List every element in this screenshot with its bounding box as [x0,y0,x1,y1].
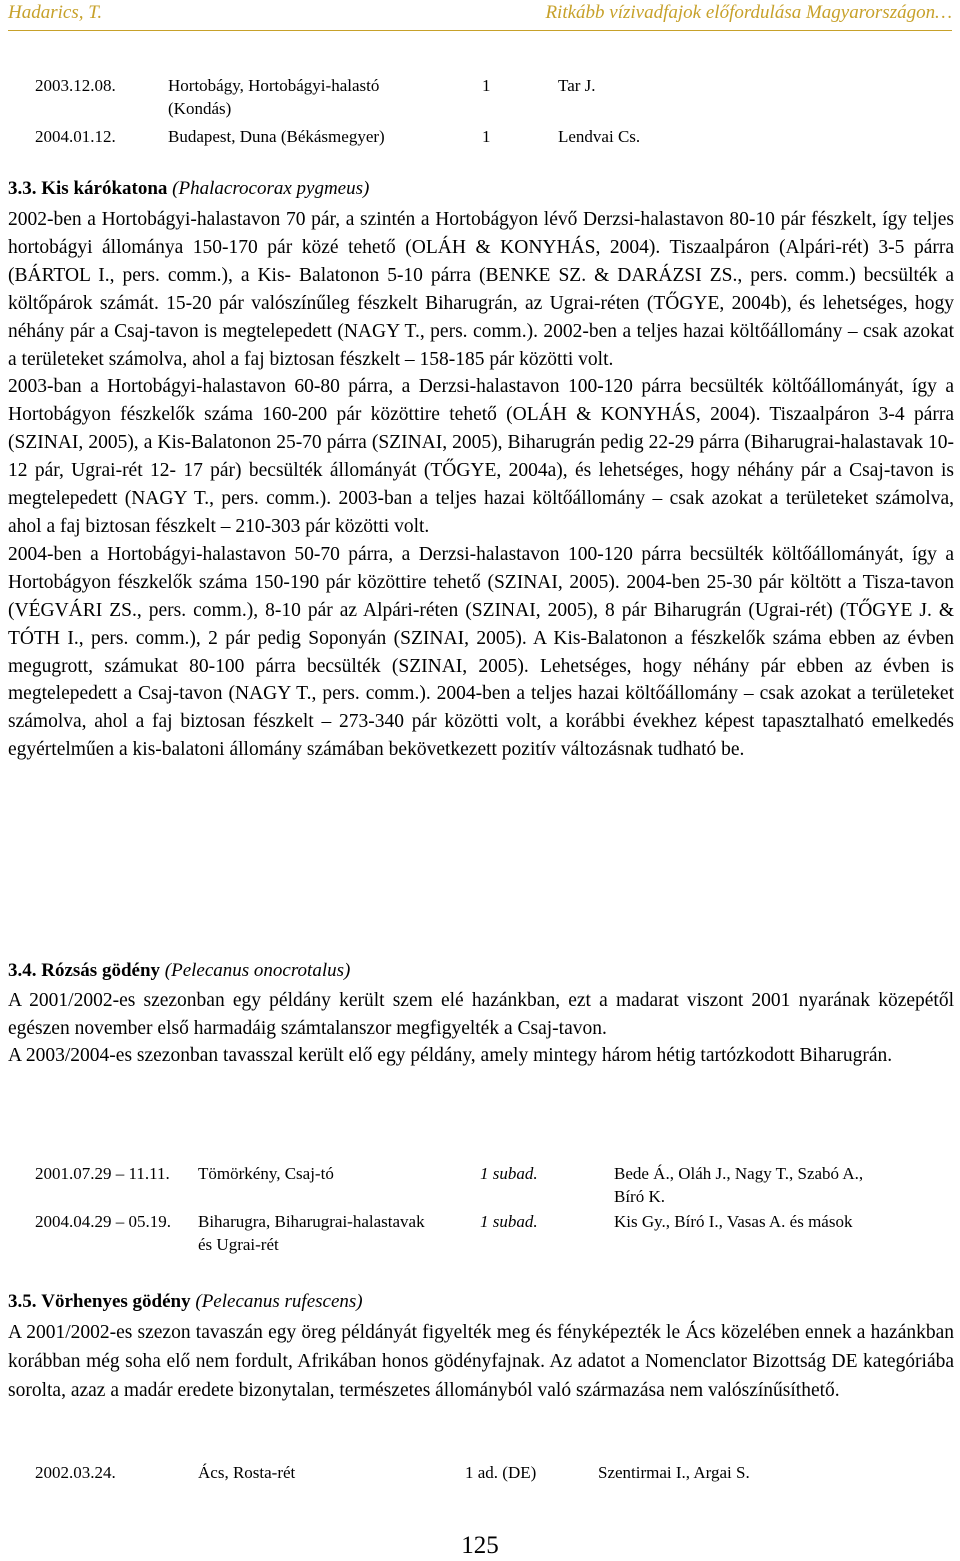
record-count: 1 [482,127,491,146]
text-line: közötti volt, a korábbi évekhez képest tapasztalható emelkedés egyértelműen a kis-balatoni [8,711,955,761]
record-observer: Tar J. [558,76,596,95]
record-place: Tömörkény, Csaj-tó [198,1164,334,1183]
section-heading-3-3 [8,177,369,201]
section-heading-3-5 [8,1290,363,1314]
record-place: Hortobágy, Hortobágyi-halastó [168,76,380,95]
section-number: 3.4. [8,960,37,981]
record-observer: Lendvai Cs. [558,127,641,146]
section-3-3-body [8,206,954,764]
running-header [8,2,952,31]
record-place-cont: és Ugrai-rét [198,1235,279,1254]
text-line: 80-10 pár fészkelt, így teljes hortobágyi állománya 150-170 pár közé tehető (OLÁH & [8,209,954,258]
text-line: A 2003/2004-es szezonban tavasszal került elő egy példány, amely mintegy három hétig [8,1045,696,1066]
text-line: 17 pár) becsülték állományát (TŐGYE, 2004a), és lehetséges, hogy néhány pár a Csaj-tavon is [183,460,954,482]
text-line: gödényfajnak. Az adatot a Nomenclator Bizottság DE kategóriába sorolta, azaz a madár [8,1351,955,1401]
species-name: Vörhenyes gödény [41,1291,191,1312]
record-observer: Szentirmai I., Argai S. [598,1463,750,1482]
paragraph [8,1318,954,1405]
record-count: 1 subad. [480,1164,538,1183]
text-line: tartózkodott Biharugrán. [700,1045,893,1066]
text-line: költőállományát, így a Hortobágyon fészkelők száma 160-200 pár közöttire tehető (OLÁH & [8,376,955,426]
text-line: 2004-ben a Hortobágyi-halastavon 50-70 párra, a Derzsi-halastavon 100-120 párra becsülték [8,543,764,565]
record-observer-cont: Bíró K. [614,1187,665,1206]
text-line: számát. 15-20 pár valószínűleg fészkelt Biharugrán, az Ugrai-réten (TŐGYE, 2004b), és [99,292,816,314]
text-line: Csaj-tavon. [517,1017,607,1039]
text-line: (SZINAI, 2005), Biharugrán pedig 22-29 párra (Biharugrai-halastavak 10-12 pár, Ugrai-rét 12- [8,432,955,482]
text-line: lehetséges, hogy néhány pár a Csaj-tavon is megtelepedett (NAGY T., pers. comm.). 2002-ben [8,292,955,342]
record-date: 2002.03.24. [35,1463,116,1482]
header-title: Ritkább vízivadfajok előfordulása Magyarországon… [545,2,952,23]
species-name: Kis kárókatona [41,178,168,199]
text-line: ebben az évben is megtelepedett a Csaj-tavon (NAGY T., pers. comm.). 2004-ben a teljes hazai [8,655,955,705]
text-line: 2005). 2004-ben 25-30 pár költött a Tisza-tavon (VÉGVÁRI ZS., pers. comm.), 8-10 pár az [8,571,954,621]
record-date: 2001.07.29 – 11.11. [35,1164,170,1183]
text-line: KONYHÁS, 2004). Tiszaalpáron (Alpári-rét) 3-5 párra (BÁRTOL I., pers. comm.), a Kis- [8,236,955,286]
text-line: megtelepedett (NAGY T., pers. comm.). 2003-ban a teljes hazai költőállomány – csak azokat a [8,488,779,510]
text-line: 2001 nyarának közepétől egészen november első harmadáig számtalanszor megfigyelték a [8,990,954,1039]
record-observer: Kis Gy., Bíró I., Vasas A. és mások [614,1212,853,1231]
text-line: Alpári-réten (SZINAI, 2005), 8 pár Biharugrán (Ugrai-rét) (TŐGYE J. & TÓTH I., pers. comm.), [8,599,954,649]
record-date: 2004.04.29 – 05.19. [35,1212,171,1231]
record-date: 2004.01.12. [35,127,116,146]
paragraph [8,1042,954,1070]
text-line: KONYHÁS, 2004). Tiszaalpáron 3-4 párra (SZINAI, 2005), a Kis-Balatonon 25-70 párra [8,404,955,454]
text-line: 2 pár pedig Soponyán (SZINAI, 2005). A Kis-Balatonon a fészkelők száma ebben az évben [208,627,954,649]
text-line: Balatonon 5-10 párra (BENKE SZ. & DARÁZSI ZS., pers. comm.) becsülték a költőpárok [8,264,954,314]
text-line: költőállományát, így a Hortobágyon fészkelők száma 150-190 pár közöttire tehető (SZINAI, [8,543,955,593]
record-count: 1 subad. [480,1212,538,1231]
text-line: 2003-ban a Hortobágyi-halastavon 60-80 párra, a Derzsi-halastavon 100-120 párra becsülték [8,376,764,398]
section-3-5-body [8,1318,954,1405]
record-count: 1 ad. (DE) [465,1463,537,1482]
text-line: költőállomány – csak azokat a területeket számolva, ahol a faj biztosan fészkelt – 273-340 pár [8,683,955,733]
text-line: A 2001/2002-es szezon tavaszán egy öreg példányát figyelték meg és fényképezték le Ács [8,1322,716,1343]
page-number: 125 [461,1532,499,1559]
section-heading-3-4 [8,959,350,983]
header-author: Hadarics, T. [8,2,103,23]
text-line: a teljes hazai költőállomány – csak azokat a területeket számolva, ahol a faj biztosan fészkelt [8,320,954,370]
species-latin: (Pelecanus rufescens) [195,1291,363,1312]
paragraph [8,206,954,373]
record-place: Ács, Rosta-rét [198,1463,296,1482]
text-line: 2002-ben a Hortobágyi-halastavon 70 pár, a szintén a Hortobágyon lévő Derzsi-halastavon [8,209,724,230]
text-line: A 2001/2002-es szezonban egy példány került szem elé hazánkban, ezt a madarat viszont [8,990,744,1011]
text-line: megugrott, számukat 80-100 párra becsülték (SZINAI, 2005). Lehetséges, hogy néhány pár [8,655,786,677]
record-date: 2003.12.08. [35,76,116,95]
section-number: 3.5. [8,1291,37,1312]
record-place: Biharugra, Biharugrai-halastavak [198,1212,425,1231]
paragraph [8,541,954,764]
text-line: területeket számolva, ahol a faj biztosan fészkelt – 210-303 pár közötti volt. [8,488,954,537]
text-line: állomány számában bekövetkezett pozitív változásnak tudható be. [229,739,745,761]
record-count: 1 [482,76,491,95]
paragraph [8,373,954,540]
species-latin: (Phalacrocorax pygmeus) [172,178,370,199]
section-3-4-body [8,987,954,1070]
text-line: közelében ennek a hazánkban korábban még soha elő nem fordult, Afrikában honos [8,1322,955,1372]
paragraph [8,987,954,1042]
text-line: – 158-185 pár közötti volt. [404,348,614,370]
species-latin: (Pelecanus onocrotalus) [164,960,351,981]
record-place: Budapest, Duna (Békásmegyer) [168,127,385,146]
record-observer: Bede Á., Oláh J., Nagy T., Szabó A., [614,1164,864,1183]
text-line: eredete bizonytalan, természetes állományból való származása nem valószínűsíthető. [177,1380,840,1401]
record-place-cont: (Kondás) [168,99,232,118]
section-number: 3.3. [8,178,37,199]
species-name: Rózsás gödény [41,960,161,981]
